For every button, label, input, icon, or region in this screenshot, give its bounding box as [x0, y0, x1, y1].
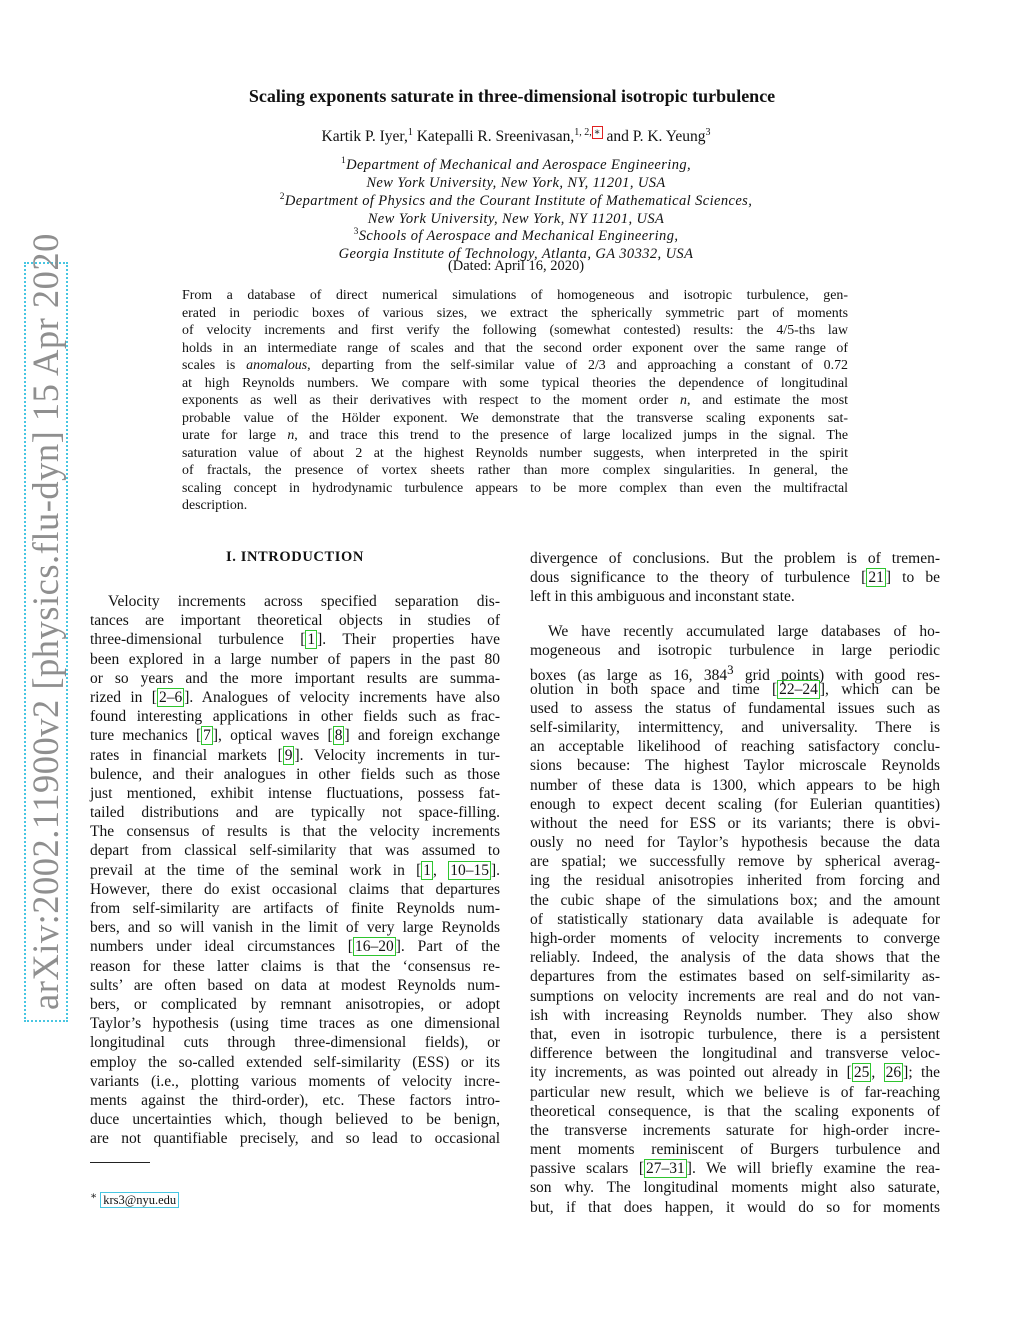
right-column-p2-line: an acceptable likelihood of reaching satisfactory conclu- [530, 738, 940, 756]
right-column-p2-line: that, even in isotropic turbulence, there is a persistent [530, 1025, 940, 1043]
left-column-line: found interesting applications in other fields such as frac- [90, 708, 500, 726]
left-column-line: or so years and the more important results are summa- [90, 669, 500, 687]
left-column-line: longitudinal cuts through three-dimensional fields), or [90, 1034, 500, 1052]
left-column-line: The consensus of results is that the velocity increments [90, 823, 500, 841]
right-column-p2-line: ish with increasing Reynolds number. They also show [530, 1006, 940, 1024]
left-column-text [90, 592, 500, 1148]
left-column-line: three-dimensional turbulence [ 1 ]. Their properties have [90, 631, 501, 649]
abstract-line: saturation value of about 2 at the highest Reynolds number suggests, when interpreted in the spirit [182, 445, 848, 461]
affiliation-3: $^3$Schools of Aerospace and Mechanical Engineering, Georgia Institute of Technology, Atlanta, GA 30332, USA [338, 227, 694, 262]
citation-link[interactable]: 10–15 [450, 861, 489, 879]
citation-link[interactable]: 26 [885, 1064, 902, 1082]
left-column-line: ments against the third-order), etc. These factors intro- [90, 1091, 500, 1109]
paper-title: Scaling exponents saturate in three-dimensional isotropic turbulence [248, 86, 776, 106]
section-heading-introduction: I. INTRODUCTION [226, 549, 364, 565]
citation-link[interactable]: 9 [284, 746, 293, 764]
abstract-line: probable value of the Hölder exponent. We demonstrate that the transverse scaling exponents sat- [182, 410, 848, 426]
abstract-line: From a database of direct numerical simulations of homogeneous and isotropic turbulence, gen- [182, 288, 848, 303]
citation-link[interactable]: 27–31 [646, 1160, 685, 1178]
citation-link[interactable]: 8 [334, 727, 343, 745]
right-column-p2-line: theoretical consequence, is that the scaling exponents of [530, 1102, 940, 1120]
affiliation-1: $^1$Department of Mechanical and Aerospace Engineering, New York University, New York, NY, 11201, USA [340, 156, 692, 191]
right-column-p2-line: number of these data is 1300, which appears to be high [530, 776, 940, 794]
abstract-line: urate for large n, and trace this trend to the presence of large localized jumps in the signal. The [182, 428, 848, 443]
left-column-line: rates in financial markets [ 9 ]. Velocity increments in tur- [90, 746, 500, 764]
arxiv-identifier-stamp[interactable]: arXiv:2002.11900v2 [physics.flu-dyn] 15 Apr 2020 [24, 262, 68, 1022]
left-column-line: reason for these latter claims is that the ‘consensus re- [90, 957, 500, 975]
left-column-line: tances are important theoretical objects in studies of [90, 612, 500, 630]
right-column-p1-line: dous significance to the theory of turbulence [ 21 ] to be [530, 569, 940, 587]
citation-link[interactable]: 22–24 [779, 680, 818, 698]
right-column-p2-line: high-order moments of velocity increments to converge [530, 930, 940, 947]
left-column-line: are not quantifiable precisely, and so lead to occasional [90, 1130, 500, 1148]
left-column-line: employ the so-called extended self-similarity (ESS) or its [90, 1053, 500, 1071]
citation-link[interactable]: 7 [203, 727, 211, 745]
abstract-line: holds in an intermediate range of scales and that the second order exponent over the same range of [182, 340, 848, 356]
right-column-p2-line: son why. The longitudinal moments might also saturate, [530, 1179, 940, 1197]
footnote-rule [90, 1162, 150, 1163]
author-iyer: Kartik P. Iyer, [321, 128, 408, 146]
left-column-line: bers, or complicated by remnant anisotropies, or adopt [90, 995, 500, 1013]
left-column-line: from self-similarity are artifacts of finite Reynolds num- [90, 900, 500, 917]
right-column-p1-line: divergence of conclusions. But the problem is of tremen- [530, 550, 940, 567]
right-column-p2-line: difference between the longitudinal and transverse veloc- [530, 1045, 940, 1063]
abstract-line: of fractals, the presence of vortex sheets rather than more complex singularities. In general, the [182, 463, 848, 478]
right-column-p2-line: sumptions on velocity increments are real and do not van- [530, 987, 940, 1005]
left-column-line: However, there do exist occasional claims that departures [90, 880, 500, 898]
abstract-line: of velocity increments and first verify the following (somewhat contested) results: the 4/5-ths law [182, 323, 848, 338]
author-sreenivasan: Katepalli R. Sreenivasan, [416, 128, 575, 146]
affiliation-2: $^2$Department of Physics and the Courant Institute of Mathematical Sciences, New York University, New York, NY 11201, USA [279, 192, 753, 227]
left-column-line: tailed distributions and are typically not space-filling. [90, 804, 500, 822]
abstract-line: scales is anomalous, departing from the self-similar value of 2/3 and approaching a constant of 0.72 [182, 358, 848, 373]
left-column-line: been explored in a large number of papers in the past 80 [90, 650, 500, 668]
right-column-p2-line: mogeneous and isotropic turbulence in large periodic [530, 642, 940, 660]
right-column-p2-line: olution in both space and time [ 22–24 ], which can be [530, 680, 940, 698]
left-column-line: variants (i.e., plotting various moments of velocity incre- [90, 1072, 500, 1090]
right-column-p2-line: ing the residual anisotropies inherited from forcing and [530, 872, 940, 890]
author-list: Kartik P. Iyer,$^1$ Katepalli R. Sreenivasan,$^{1, 2,}$ ∗ and P. K. Yeung$^3$ [321, 127, 711, 146]
author-yeung: P. K. Yeung [632, 128, 706, 146]
right-column-p2-line: We have recently accumulated large databases of ho- [548, 623, 940, 640]
right-column-p2-line: ity increments, as was pointed out already in [ 25 , 26 ]; the [530, 1064, 940, 1082]
right-column-p2-line: the transverse increments saturate for high-order incre- [530, 1121, 940, 1139]
left-column-line: ture mechanics [ 7 ], optical waves [ 8 ] and foreign exchange [90, 727, 500, 745]
citation-link[interactable]: 16–20 [354, 938, 394, 956]
left-column-line: Velocity increments across specified separation dis- [108, 593, 500, 610]
right-column-p2-line: sions because: The highest Taylor microscale Reynolds [530, 757, 940, 775]
right-column-paragraph-1 [530, 549, 940, 607]
left-column-line: Taylor’s hypothesis (using time traces as one dimensional [90, 1015, 500, 1033]
right-column-p2-line: departures from the estimates based on self-similarity as- [530, 968, 940, 986]
abstract-line: erated in periodic boxes of various sizes, we extract the spherically symmetric part of moments [182, 305, 848, 321]
citation-link[interactable]: 25 [853, 1064, 870, 1082]
corresponding-author-link[interactable]: ∗ [593, 127, 601, 138]
left-column-line: rized in [ 2–6 ]. Analogues of velocity increments have also [90, 688, 500, 706]
citation-link[interactable]: 1 [423, 861, 432, 879]
left-column-line: depart from classical self-similarity that was assumed to [90, 842, 500, 860]
abstract [182, 287, 848, 515]
citation-link[interactable]: 2–6 [158, 688, 183, 706]
right-column-p2-line: used to assess the status of fundamental issues such as [530, 699, 940, 717]
citation-link[interactable]: 21 [868, 569, 884, 587]
right-column-p2-line: ment moments reminiscent of Burgers turbulence and [530, 1141, 940, 1159]
right-column-p2-line: reliably. Indeed, the analysis of the data shows that the [530, 949, 940, 967]
left-column-line: just mentioned, exhibit intense fluctuations, possess fat- [90, 784, 500, 802]
citation-link[interactable]: 1 [307, 631, 316, 649]
right-column-p2-line: the cubic shape of the simulations box; and the amount [530, 891, 940, 909]
left-column-line: bulence, and their analogues in other fields such as those [90, 765, 500, 783]
date-line: (Dated: April 16, 2020) [447, 258, 585, 274]
left-column-line: numbers under ideal circumstances [ 16–20 ]. Part of the [90, 938, 501, 956]
right-column-p2-line: without the need for ESS or its variants; there is obvi- [530, 814, 940, 832]
left-column-line: duce uncertainties which, though believed to be benign, [90, 1111, 500, 1129]
right-column-p2-line: ously no need for Taylor’s hypothesis because the data [530, 834, 940, 852]
email-link[interactable]: krs3@nyu.edu [100, 1192, 179, 1208]
right-column-p2-line: self-similarity, intermittency, and universality. There is [530, 718, 940, 736]
abstract-line: description. [182, 498, 248, 513]
right-column-p2-line: but, if that does happen, it would do so for moments [530, 1198, 940, 1216]
left-column-line: bers, and so will vanish in the limit of very large Reynolds [90, 919, 500, 937]
right-column-p1-line: left in this ambiguous and inconstant state. [530, 588, 795, 606]
right-column-p2-line: are spatial; we successfully remove by spherical averag- [530, 853, 940, 871]
right-column-p2-line: particular new result, which we believe is of far-reaching [530, 1083, 940, 1101]
right-column-p2-line: boxes (as large as 16, $384^3$ grid points) with good res- [530, 662, 940, 685]
footnote: ∗ krs3@nyu.edu [90, 1190, 179, 1208]
abstract-line: scaling concept in hydrodynamic turbulence appears to be more complex than even the multifractal [182, 480, 848, 496]
right-column-p2-line: enough to expect decent scaling (for Eulerian quantities) [530, 795, 940, 813]
right-column-p2-line: passive scalars [ 27–31 ]. We will briefly examine the rea- [530, 1160, 940, 1178]
abstract-line: at high Reynolds numbers. We compare with some typical theories the dependence of longitudinal [182, 375, 848, 391]
left-column-line: prevail at the time of the seminal work in [ 1 , 10–15 ]. [90, 861, 500, 879]
right-column-p2-line: of statistically stationary data available is adequate for [530, 910, 940, 928]
abstract-line: exponents as well as their derivatives with respect to the moment order n, and estimate the most [182, 393, 848, 408]
right-column-paragraph-2 [530, 622, 940, 1217]
left-column-line: sults’ are often based on data at modest Reynolds num- [90, 976, 500, 994]
